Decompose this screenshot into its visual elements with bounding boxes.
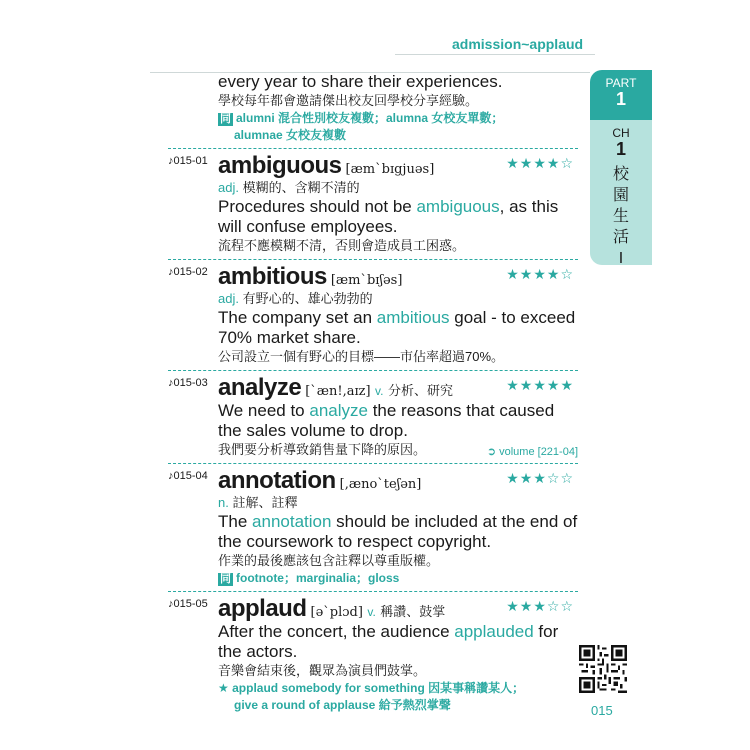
headword: ambiguous	[218, 152, 342, 179]
definition-text: 分析、研究	[387, 383, 453, 398]
chapter-title-char: 活	[612, 229, 629, 246]
definition	[218, 290, 578, 308]
chapter-title-char: 校	[612, 166, 629, 183]
usage-note-line2: give a round of applause 給予熱烈掌聲	[234, 698, 451, 712]
audio-track[interactable]: ♪015-02	[168, 266, 208, 278]
cross-reference-link[interactable]: ➲ volume [221-04]	[486, 446, 578, 458]
part-of-speech: adj.	[218, 180, 239, 195]
example-sentence	[218, 512, 578, 552]
part-of-speech: v.	[367, 605, 376, 619]
vocab-entry	[168, 148, 578, 259]
chapter-tab-label: CH	[612, 126, 630, 140]
pronunciation: [,æno`teʃən]	[339, 477, 422, 492]
chapter-title-char: 園	[612, 187, 629, 204]
header-divider	[395, 54, 595, 55]
example-translation: 我們要分析導致銷售量下降的原因。	[218, 442, 427, 457]
page-number: 015	[591, 703, 613, 718]
chapter-title-suffix: I	[618, 250, 624, 267]
rating-stars: ★★★★☆	[506, 155, 574, 171]
example-translation: 音樂會結束後，觀眾為演員們鼓掌。	[218, 663, 427, 678]
rating-stars: ★★★★☆	[506, 266, 574, 282]
pronunciation: [`æn!,aɪz]	[305, 384, 371, 399]
part-tab-label: PART	[605, 76, 637, 90]
sentence-part: The company set an	[218, 308, 377, 327]
sentence-part: goal - to exceed 70% market share.	[218, 308, 576, 347]
qr-code-icon[interactable]	[579, 645, 627, 693]
example-sentence	[218, 622, 578, 662]
definition	[218, 494, 578, 512]
vocab-entry	[168, 591, 578, 718]
headword: applaud	[218, 595, 307, 622]
definition-text: 稱讚、鼓掌	[380, 604, 446, 619]
highlighted-word: ambitious	[376, 308, 450, 327]
chapter-tab-title	[612, 164, 630, 269]
rating-stars: ★★★★★	[506, 377, 574, 393]
part-tab[interactable]	[590, 70, 652, 120]
vocab-entry	[168, 259, 578, 370]
vocab-entry	[168, 370, 578, 463]
usage-note	[218, 680, 578, 697]
synonym-tag: 同	[220, 113, 231, 125]
definition-text: 模糊的、含糊不清的	[242, 180, 360, 195]
example-translation: 作業的最後應該包含註釋以尊重版權。	[218, 553, 440, 568]
pronunciation: [ə`plɔd]	[310, 605, 363, 620]
intro-sentence: every year to share their experiences.	[218, 72, 503, 91]
definition	[218, 179, 578, 197]
rating-stars: ★★★☆☆	[506, 470, 574, 486]
entries-column	[168, 72, 578, 718]
audio-track[interactable]: ♪015-03	[168, 377, 208, 389]
headword: analyze	[218, 374, 302, 401]
synonym-tag: 同	[220, 573, 231, 585]
intro-continuation	[168, 72, 578, 148]
synonym-list: footnote；marginalia；gloss	[236, 571, 400, 585]
definition-text: 有野心的、雄心勃勃的	[242, 291, 373, 306]
audio-track[interactable]: ♪015-04	[168, 470, 208, 482]
sentence-part: should be included at the end of the coursework to respect copyright.	[218, 512, 578, 551]
definition-text: 註解、註釋	[232, 495, 298, 510]
sentence-part: We need to	[218, 401, 310, 420]
headword: annotation	[218, 467, 336, 494]
page-header-title: admission~applaud	[452, 36, 584, 52]
part-tab-number: 1	[615, 89, 626, 109]
audio-track[interactable]: ♪015-05	[168, 598, 208, 610]
example-translation-row	[218, 441, 578, 459]
intro-note-line1: alumni 混合性別校友複數；alumna 女校友單數；	[236, 111, 504, 125]
chapter-tab[interactable]	[590, 120, 652, 265]
example-translation: 公司設立一個有野心的目標——市佔率超過70%。	[218, 349, 505, 364]
sentence-part: Procedures should not be	[218, 197, 417, 216]
intro-note	[218, 110, 578, 127]
vocab-entry	[168, 463, 578, 591]
usage-note-line1: applaud somebody for something 因某事稱讚某人；	[232, 681, 525, 695]
rating-stars: ★★★☆☆	[506, 598, 574, 614]
example-translation: 流程不應模糊不清，否則會造成員工困惑。	[218, 238, 466, 253]
chapter-title-char: 生	[612, 208, 629, 225]
sentence-part: for the actors.	[218, 622, 559, 661]
highlighted-word: annotation	[252, 512, 332, 531]
sentence-part: the reasons that caused the sales volume to drop.	[218, 401, 555, 440]
highlighted-word: applauded	[454, 622, 534, 641]
audio-track[interactable]: ♪015-01	[168, 155, 208, 167]
highlighted-word: ambiguous	[416, 197, 500, 216]
example-sentence	[218, 401, 578, 441]
example-sentence	[218, 197, 578, 237]
part-of-speech: adj.	[218, 291, 239, 306]
part-of-speech: n.	[218, 495, 229, 510]
highlighted-word: analyze	[309, 401, 368, 420]
intro-translation: 學校每年都會邀請傑出校友回學校分享經驗。	[218, 93, 479, 108]
sentence-part: After the concert, the audience	[218, 622, 455, 641]
example-sentence	[218, 308, 578, 348]
sentence-part: , as this will confuse employees.	[218, 197, 559, 236]
part-of-speech: v.	[375, 384, 384, 398]
synonym-note	[218, 570, 578, 587]
sentence-part: The	[218, 512, 253, 531]
pronunciation: [æm`bɪgjuəs]	[345, 162, 435, 177]
pronunciation: [æm`bɪʃəs]	[330, 273, 403, 288]
headword: ambitious	[218, 263, 327, 290]
intro-note-line2: alumnae 女校友複數	[234, 128, 347, 142]
chapter-tab-number: 1	[615, 139, 626, 159]
usage-star-icon: ★	[218, 681, 229, 695]
